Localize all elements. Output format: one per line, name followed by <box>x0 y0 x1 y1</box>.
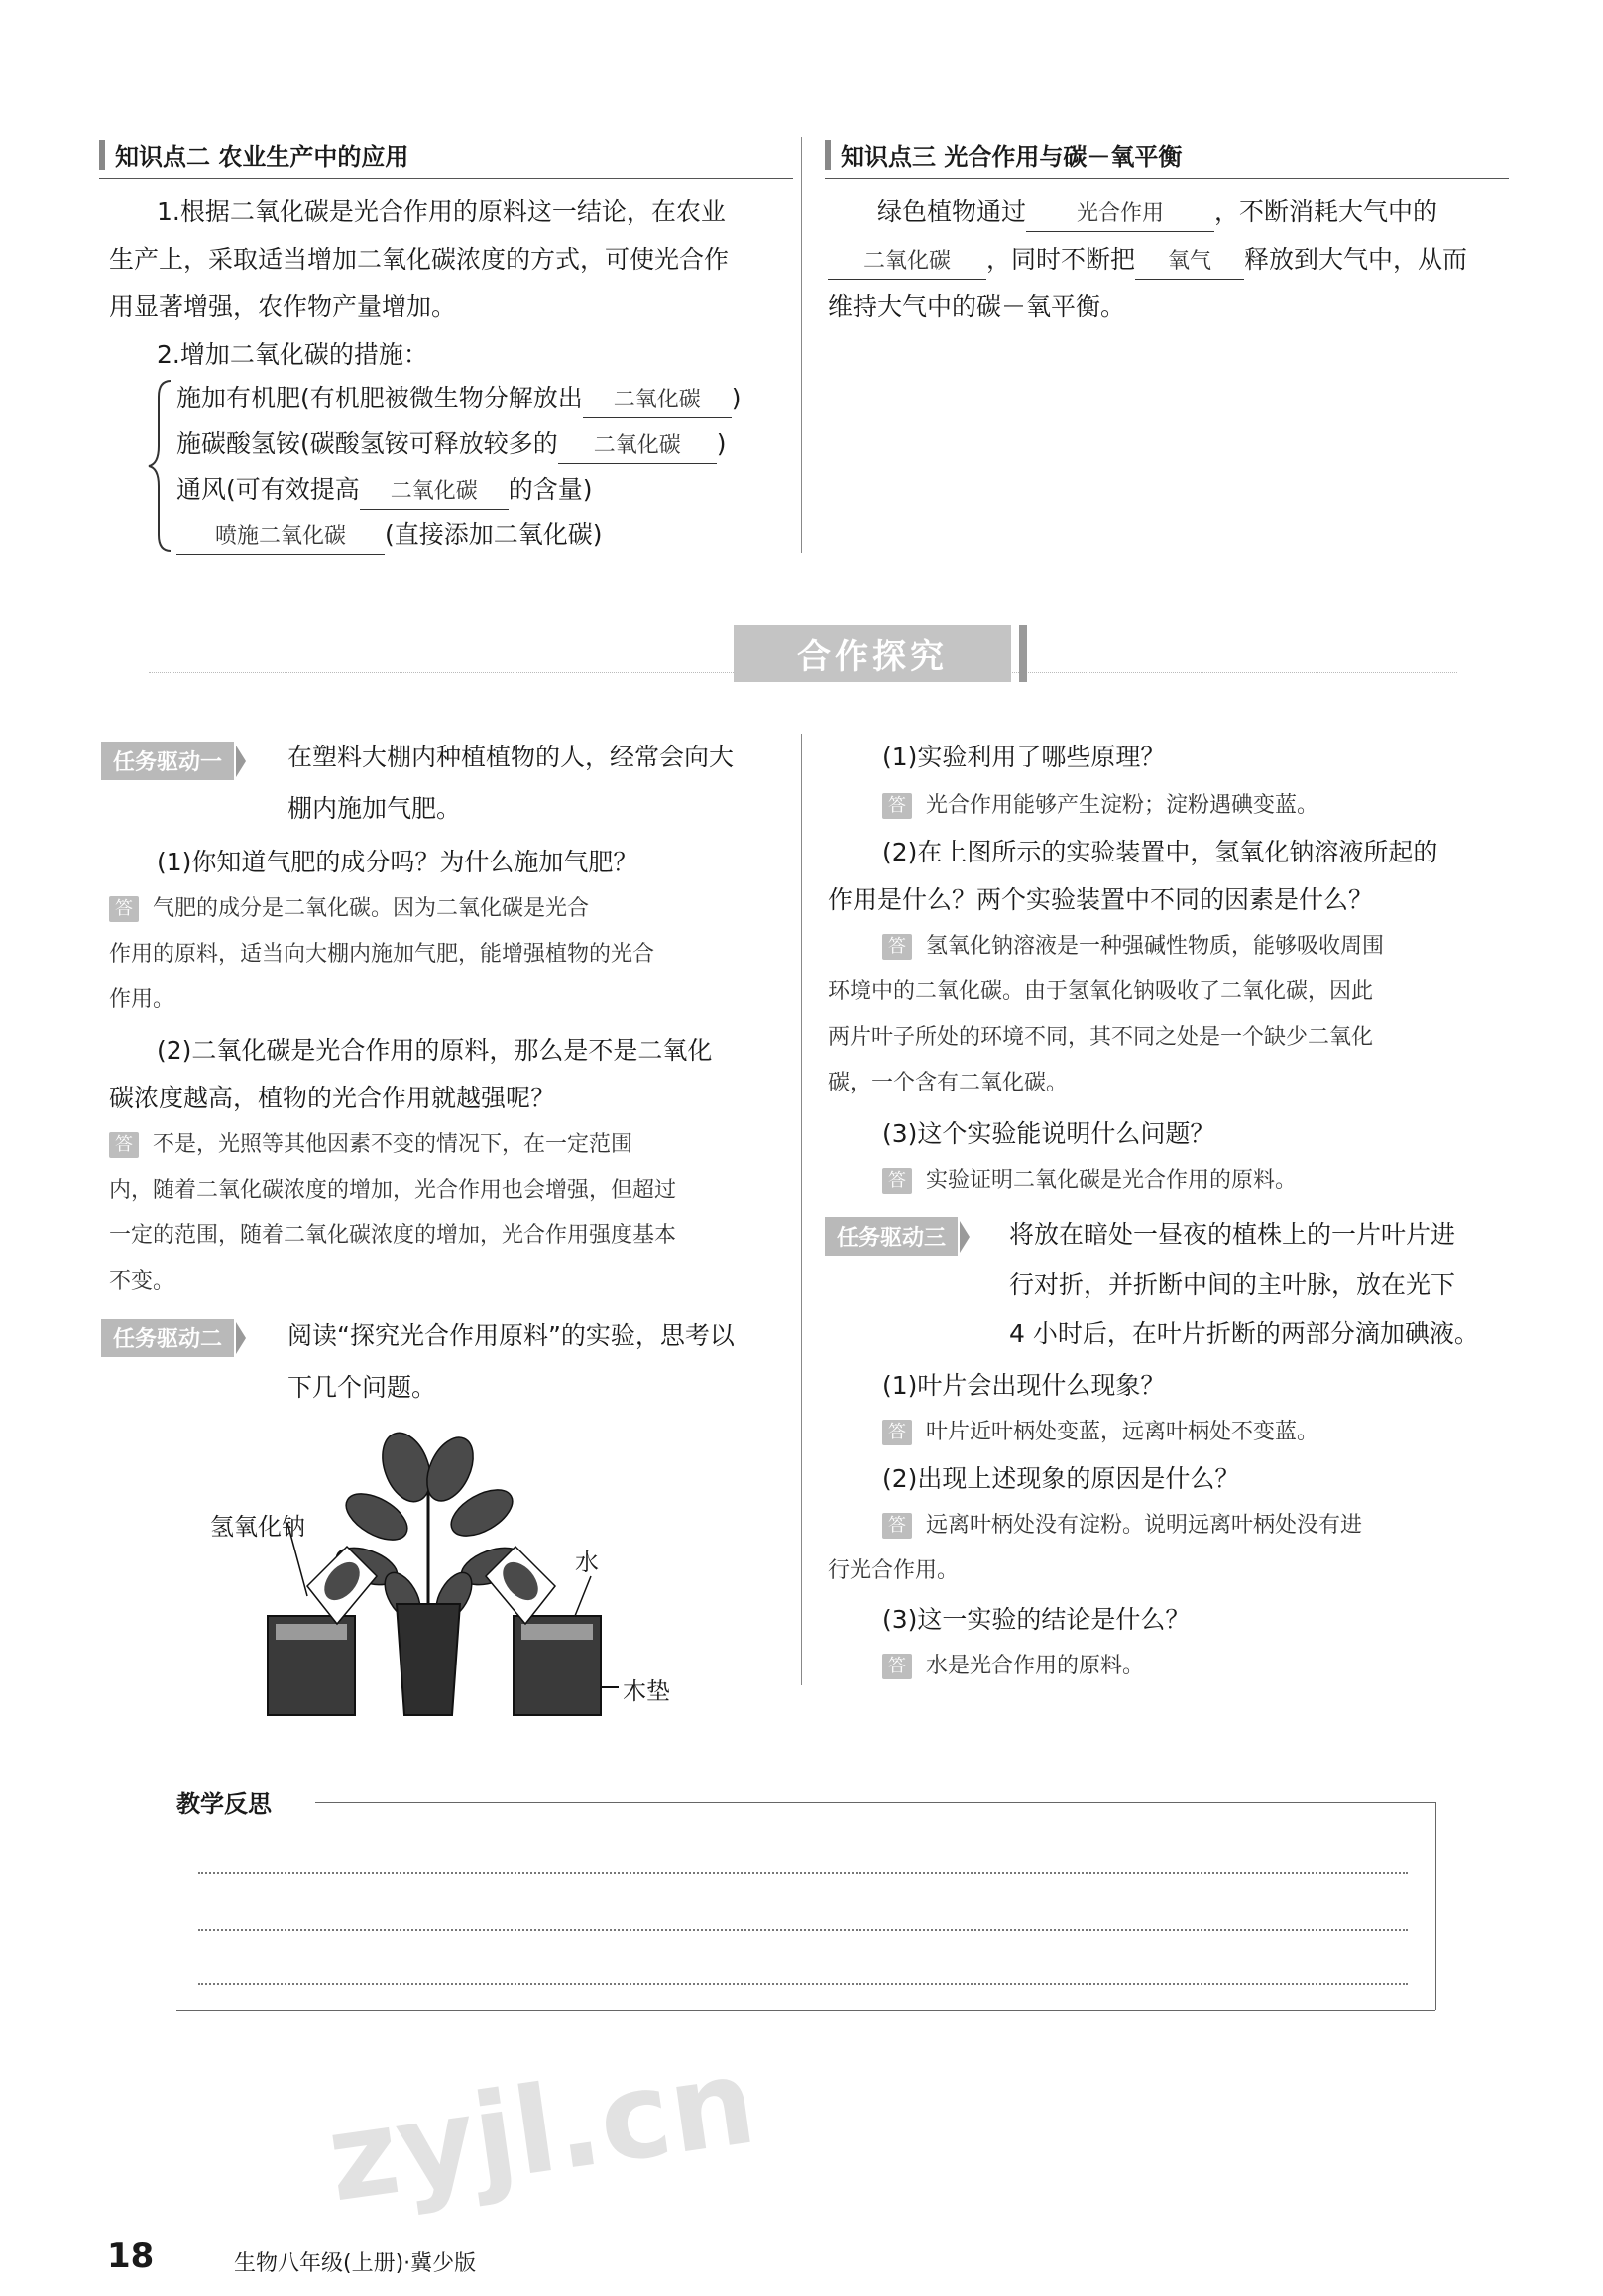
blank-answer: 二氧化碳 <box>558 429 717 464</box>
page-number: 18 <box>107 2237 155 2276</box>
column-divider <box>801 137 802 553</box>
reflection-top-rule <box>315 1802 1435 1803</box>
answer-icon: 答 <box>882 1420 912 1445</box>
banner-mark <box>1019 625 1027 682</box>
kp2-p1-line1: 1.根据二氧化碳是光合作用的原料这一结论，在农业 <box>157 197 726 226</box>
watermark: zyjl.cn <box>319 2032 764 2230</box>
task3-question-line3: 4 小时后，在叶片折断的两部分滴加碘液。 <box>1009 1320 1479 1348</box>
reflection-title: 教学反思 <box>176 1790 272 1818</box>
reflection-line[interactable] <box>198 1872 1408 1874</box>
footer-title: 生物八年级(上册)·冀少版 <box>234 2251 477 2276</box>
tag-arrow-icon <box>236 746 246 777</box>
banner-title: 合作探究 <box>797 636 948 677</box>
task1-sub2-line1: (2)二氧化碳是光合作用的原料，那么是不是二氧化 <box>157 1036 713 1065</box>
task2-answer3: 答 实验证明二氧化碳是光合作用的原料。 <box>882 1158 1297 1204</box>
experiment-figure <box>198 1428 694 1725</box>
task2-sub3: (3)这个实验能说明什么问题？ <box>882 1119 1215 1148</box>
title-bar <box>99 140 105 170</box>
figure-label-naoh: 氢氧化钠 <box>210 1513 305 1541</box>
blank-answer: 喷施二氧化碳 <box>176 520 385 555</box>
figure-label-water: 水 <box>575 1549 599 1576</box>
blank-answer: 氧气 <box>1135 245 1244 280</box>
reflection-line[interactable] <box>198 1983 1408 1985</box>
blank-answer: 二氧化碳 <box>583 384 732 418</box>
task3-question-line1: 将放在暗处一昼夜的植株上的一片叶片进 <box>1009 1220 1456 1249</box>
tag-arrow-icon <box>236 1322 246 1354</box>
task1-question-line2: 棚内施加气肥。 <box>287 794 462 823</box>
task3-answer2: 答 远离叶柄处没有淀粉。说明远离叶柄处没有进 行光合作用。 <box>828 1513 1363 1583</box>
reflection-line[interactable] <box>198 1929 1408 1931</box>
task1-tag: 任务驱动一 <box>101 742 246 780</box>
task3-answer3: 答 水是光合作用的原料。 <box>882 1644 1144 1689</box>
task2-tag: 任务驱动二 <box>101 1319 246 1357</box>
answer-icon: 答 <box>882 793 912 819</box>
task2-sub2-line2: 作用是什么？两个实验装置中不同的因素是什么？ <box>828 885 1374 914</box>
task2-answer1: 答 光合作用能够产生淀粉；淀粉遇碘变蓝。 <box>882 783 1318 829</box>
task3-question-line2: 行对折，并折断中间的主叶脉，放在光下 <box>1009 1270 1456 1299</box>
kp2-measure-2: 施碳酸氢铵(碳酸氢铵可释放较多的 二氧化碳 ) <box>176 420 727 468</box>
kp3-line1: 绿色植物通过 光合作用 ，不断消耗大气中的 <box>877 188 1437 236</box>
kp2-measure-4: 喷施二氧化碳 (直接添加二氧化碳) <box>176 512 603 559</box>
answer-icon: 答 <box>109 896 139 922</box>
task2-question-line2: 下几个问题。 <box>287 1373 437 1402</box>
task2-answer2: 答 氢氧化钠溶液是一种强碱性物质，能够吸收周围 环境中的二氧化碳。由于氢氧化钠吸收了二氧化碳，因此 两片叶子所处的环境不同，其不同之处是一个缺少二氧化 碳，一个含有二氧化碳。 <box>828 934 1385 1095</box>
kp2-title: 知识点二 农业生产中的应用 <box>99 137 408 172</box>
figure-label-pad: 木垫 <box>623 1677 670 1705</box>
task1-sub2-line2: 碳浓度越高，植物的光合作用就越强呢？ <box>109 1084 556 1112</box>
answer-icon: 答 <box>882 934 912 960</box>
task3-sub1: (1)叶片会出现什么现象？ <box>882 1371 1166 1400</box>
task3-tag: 任务驱动三 <box>825 1217 970 1256</box>
kp3-title: 知识点三 光合作用与碳－氧平衡 <box>825 137 1182 172</box>
brace-icon <box>147 377 176 555</box>
blank-answer: 二氧化碳 <box>360 475 509 510</box>
task1-answer1: 答 气肥的成分是二氧化碳。因为二氧化碳是光合 作用的原料，适当向大棚内施加气肥，能增强植物的光合 作用。 <box>109 896 655 1012</box>
kp3-line3: 维持大气中的碳－氧平衡。 <box>828 292 1126 321</box>
blank-answer: 光合作用 <box>1026 197 1214 232</box>
task3-sub3: (3)这一实验的结论是什么？ <box>882 1605 1191 1634</box>
kp2-p1-line3: 用显著增强，农作物产量增加。 <box>109 292 457 321</box>
reflection-right-rule <box>1435 1802 1436 2010</box>
kp2-measure-3: 通风(可有效提高 二氧化碳 的含量) <box>176 466 593 514</box>
task1-answer2: 答 不是，光照等其他因素不变的情况下，在一定范围 内，随着二氧化碳浓度的增加，光合作用也会增强，但超过 一定的范围，随着二氧化碳浓度的增加，光合作用强度基本 不变。 <box>109 1132 677 1294</box>
answer-icon: 答 <box>882 1513 912 1539</box>
kp3-rule <box>825 178 1509 179</box>
answer-icon: 答 <box>882 1168 912 1194</box>
task3-sub2: (2)出现上述现象的原因是什么？ <box>882 1464 1240 1493</box>
column-divider <box>801 734 802 1685</box>
answer-icon: 答 <box>882 1654 912 1679</box>
tag-arrow-icon <box>960 1221 970 1253</box>
task1-question-line1: 在塑料大棚内种植植物的人，经常会向大 <box>287 743 735 771</box>
kp2-p2: 2.增加二氧化碳的措施： <box>157 340 428 369</box>
kp2-measure-1: 施加有机肥(有机肥被微生物分解放出 二氧化碳 ) <box>176 375 742 422</box>
kp2-rule <box>99 178 793 179</box>
task2-sub2-line1: (2)在上图所示的实验装置中，氢氧化钠溶液所起的 <box>882 838 1438 866</box>
task3-answer1: 答 叶片近叶柄处变蓝，远离叶柄处不变蓝。 <box>882 1410 1318 1455</box>
kp2-p1-line2: 生产上，采取适当增加二氧化碳浓度的方式，可使光合作 <box>109 245 730 274</box>
answer-icon: 答 <box>109 1132 139 1158</box>
task2-sub1: (1)实验利用了哪些原理？ <box>882 743 1166 771</box>
task2-question-line1: 阅读“探究光合作用原料”的实验，思考以 <box>287 1321 735 1350</box>
kp3-line2: 二氧化碳 ，同时不断把 氧气 释放到大气中，从而 <box>828 236 1467 284</box>
reflection-bottom-rule <box>176 2010 1435 2011</box>
task1-sub1: (1)你知道气肥的成分吗？为什么施加气肥？ <box>157 848 638 876</box>
blank-answer: 二氧化碳 <box>828 245 986 280</box>
title-bar <box>825 140 831 170</box>
